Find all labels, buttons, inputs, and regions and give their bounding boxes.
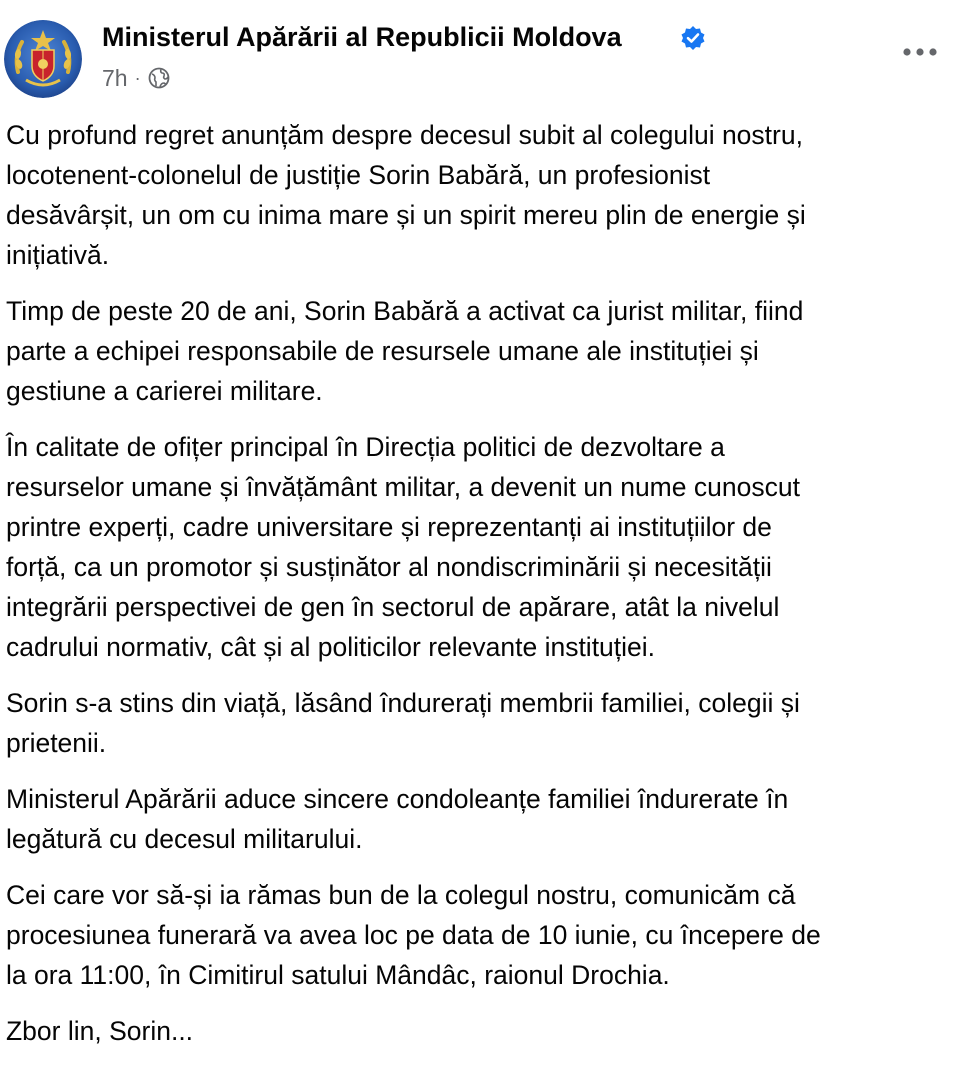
post-paragraph xyxy=(6,1011,956,1051)
post-timestamp[interactable]: 7h xyxy=(102,64,128,91)
post-text-line: Zbor lin, Sorin... xyxy=(6,1016,194,1046)
post-text-line: gestiune a carierei militare. xyxy=(6,376,323,406)
avatar[interactable] xyxy=(4,20,82,98)
more-options-icon xyxy=(902,47,938,57)
post-paragraph xyxy=(6,427,956,667)
post-text-line: resurselor umane și învățământ militar, a devenit un nume cunoscut xyxy=(6,472,800,502)
post-text-line: Cei care vor să-și ia rămas bun de la colegul nostru, comunicăm că xyxy=(6,880,796,910)
post-text-line: printre experți, cadre universitare și reprezentanți ai instituțiilor de xyxy=(6,512,772,542)
post-text-line: În calitate de ofițer principal în Direcția politici de dezvoltare a xyxy=(6,432,725,462)
post-paragraph xyxy=(6,779,956,859)
meta-separator: · xyxy=(134,67,141,88)
post-text-line: integrării perspectivei de gen în sectorul de apărare, atât la nivelul xyxy=(6,592,780,622)
post-text-line: Ministerul Apărării aduce sincere condoleanțe familiei îndurerate în xyxy=(6,784,789,814)
post-text-line: la ora 11:00, în Cimitirul satului Mândâc, raionul Drochia. xyxy=(6,960,670,990)
post-text xyxy=(6,115,956,1067)
post-text-line: locotenent-colonelul de justiție Sorin Babără, un profesionist xyxy=(6,160,711,190)
post-paragraph xyxy=(6,291,956,411)
verified-badge-icon xyxy=(680,25,706,51)
post-text-line: prietenii. xyxy=(6,728,107,758)
post-text-line: procesiunea funerară va avea loc pe data de 10 iunie, cu începere de xyxy=(6,920,821,950)
post-text-line: inițiativă. xyxy=(6,240,110,270)
post-meta xyxy=(102,62,170,94)
post-text-line: desăvârșit, un om cu inima mare și un spirit mereu plin de energie și xyxy=(6,200,806,230)
ministry-emblem-icon xyxy=(4,20,82,98)
post-text-line: cadrului normativ, cât și al politicilor relevante instituției. xyxy=(6,632,656,662)
globe-icon[interactable] xyxy=(148,67,170,89)
post-text-line: forță, ca un promotor și susținător al nondiscriminării și necesității xyxy=(6,552,772,582)
post-paragraph xyxy=(6,115,956,275)
post-text-line: legătură cu decesul militarului. xyxy=(6,824,363,854)
post-paragraph xyxy=(6,875,956,995)
post-text-line: Cu profund regret anunțăm despre decesul subit al colegului nostru, xyxy=(6,120,803,150)
post-text-line: parte a echipei responsabile de resursele umane ale instituției și xyxy=(6,336,759,366)
post-text-line: Sorin s-a stins din viață, lăsând îndurerați membrii familiei, colegii și xyxy=(6,688,800,718)
post-paragraph xyxy=(6,683,956,763)
more-options-button[interactable] xyxy=(892,28,948,76)
post-text-line: Timp de peste 20 de ani, Sorin Babără a activat ca jurist militar, fiind xyxy=(6,296,804,326)
page-name-link[interactable]: Ministerul Apărării al Republicii Moldova xyxy=(102,22,622,52)
